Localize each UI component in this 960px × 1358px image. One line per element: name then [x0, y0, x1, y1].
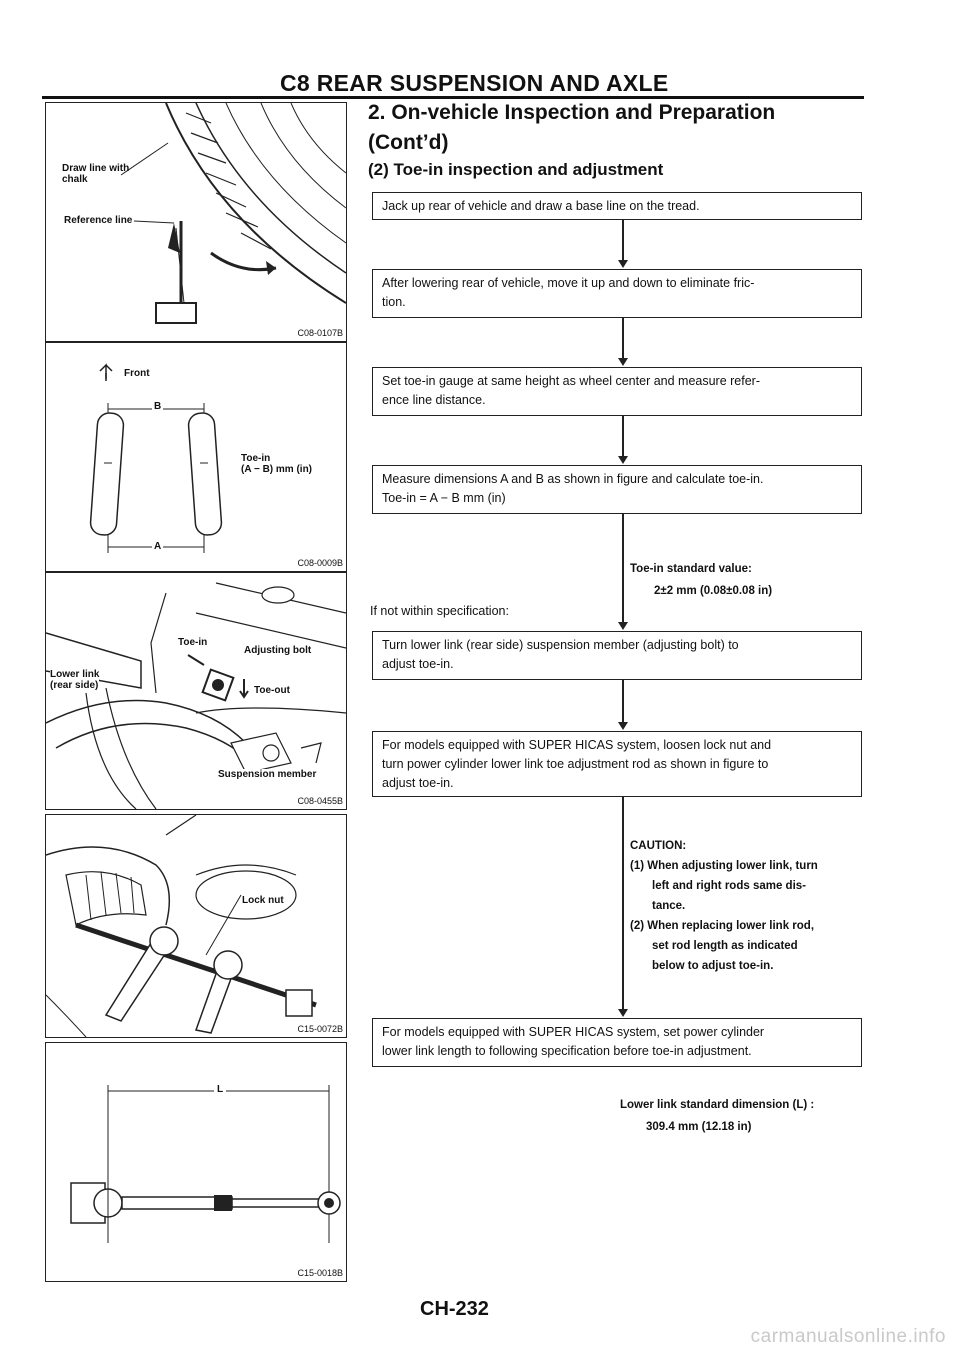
flow-arrow [618, 1009, 628, 1017]
label-lower-link-1: Lower link [50, 669, 100, 680]
label-draw-line [62, 163, 129, 185]
label-l: L [214, 1084, 226, 1095]
step-text-2: Toe-in = A − B mm (in) [382, 491, 506, 505]
step-box-4 [372, 465, 862, 514]
page-number: CH-232 [420, 1298, 489, 1320]
page-title [368, 98, 775, 158]
label-toe-in-formula-2: (A − B) mm (in) [241, 464, 313, 475]
label-draw-line-1: Draw line with [62, 163, 130, 174]
label-suspension-member: Suspension member [218, 769, 317, 780]
step-text-1: After lowering rear of vehicle, move it up and down to eliminate fric- [382, 276, 755, 290]
lower-link-standard-title: Lower link standard dimension (L) : [620, 1099, 815, 1111]
figure-code: C15-0018B [297, 1268, 343, 1278]
figure-code: C15-0072B [297, 1024, 343, 1034]
step-text-2: turn power cylinder lower link toe adjustment rod as shown in figure to [382, 757, 769, 771]
lower-link-rod-drawing [46, 1043, 346, 1281]
caution-1a: (1) When adjusting lower link, turn [630, 860, 818, 872]
step-box-5 [372, 631, 862, 680]
label-a: A [154, 541, 162, 552]
figure-code: C08-0009B [297, 558, 343, 568]
label-lower-link [50, 669, 99, 691]
caution-title: CAUTION: [630, 840, 687, 852]
caution-2c: below to adjust toe-in. [652, 960, 774, 972]
caution-1b: left and right rods same dis- [652, 880, 806, 892]
label-toe-in-formula-1: Toe-in [241, 453, 271, 464]
label-toe-in: Toe-in [178, 637, 208, 648]
label-toe-in-formula [241, 453, 312, 475]
step-text-2: adjust toe-in. [382, 657, 454, 671]
label-adjusting-bolt: Adjusting bolt [244, 645, 312, 656]
procedure-subtitle: (2) Toe-in inspection and adjustment [368, 160, 664, 179]
page-title-line1: 2. On-vehicle Inspection and Preparation [368, 101, 776, 124]
flow-line [622, 416, 624, 458]
figure-lower-link-rod [45, 1042, 347, 1282]
step-text-2: lower link length to following specification before toe-in adjustment. [382, 1044, 752, 1058]
flow-arrow [618, 622, 628, 630]
label-lock-nut: Lock nut [242, 895, 284, 906]
watermark: carmanualsonline.info [750, 1326, 946, 1347]
label-lower-link-2: (rear side) [50, 680, 99, 691]
toe-in-standard [630, 558, 772, 602]
figure-tire-chalk [45, 102, 347, 342]
step-text-1: Turn lower link (rear side) suspension member (adjusting bolt) to [382, 638, 739, 652]
step-box-6 [372, 731, 862, 797]
step-box-2 [372, 269, 862, 318]
flow-arrow [618, 456, 628, 464]
figure-adjusting-bolt [45, 572, 347, 810]
step-text-3: adjust toe-in. [382, 776, 454, 790]
step-text: Jack up rear of vehicle and draw a base line on the tread. [382, 199, 700, 213]
page-title-line2: (Cont’d) [368, 131, 449, 154]
step-text-2: tion. [382, 295, 406, 309]
label-b: B [154, 401, 162, 412]
flow-arrow [618, 358, 628, 366]
step-box-7 [372, 1018, 862, 1067]
toe-in-standard-title: Toe-in standard value: [630, 563, 752, 575]
caution-block [630, 836, 818, 976]
lock-nut-drawing [46, 815, 346, 1037]
step-box-3 [372, 367, 862, 416]
section-header: C8 REAR SUSPENSION AND AXLE [280, 70, 669, 96]
figure-code: C08-0455B [297, 796, 343, 806]
figure-toe-in-diagram [45, 342, 347, 572]
caution-2a: (2) When replacing lower link rod, [630, 920, 815, 932]
flow-arrow [618, 722, 628, 730]
label-front: Front [124, 368, 150, 379]
step-text-1: For models equipped with SUPER HICAS system, loosen lock nut and [382, 738, 772, 752]
flow-line [622, 220, 624, 262]
step-text-1: For models equipped with SUPER HICAS system, set power cylinder [382, 1025, 765, 1039]
flow-line [622, 680, 624, 724]
lower-link-standard-value: 309.4 mm (12.18 in) [646, 1121, 752, 1133]
caution-1c: tance. [652, 900, 686, 912]
flow-arrow [618, 260, 628, 268]
label-reference-line: Reference line [64, 215, 133, 226]
not-within-spec: If not within specification: [370, 604, 509, 618]
step-text-1: Set toe-in gauge at same height as wheel center and measure refer- [382, 374, 760, 388]
label-toe-out: Toe-out [254, 685, 290, 696]
step-text-2: ence line distance. [382, 393, 486, 407]
figure-lock-nut [45, 814, 347, 1038]
caution-2b: set rod length as indicated [652, 940, 798, 952]
lower-link-standard [620, 1094, 814, 1138]
flow-line [622, 514, 624, 624]
step-box-1 [372, 192, 862, 220]
label-draw-line-2: chalk [62, 174, 88, 185]
flow-line [622, 318, 624, 361]
toe-in-standard-value: 2±2 mm (0.08±0.08 in) [654, 585, 773, 597]
step-text-1: Measure dimensions A and B as shown in figure and calculate toe-in. [382, 472, 764, 486]
figure-code: C08-0107B [297, 328, 343, 338]
flow-line [622, 797, 624, 1011]
